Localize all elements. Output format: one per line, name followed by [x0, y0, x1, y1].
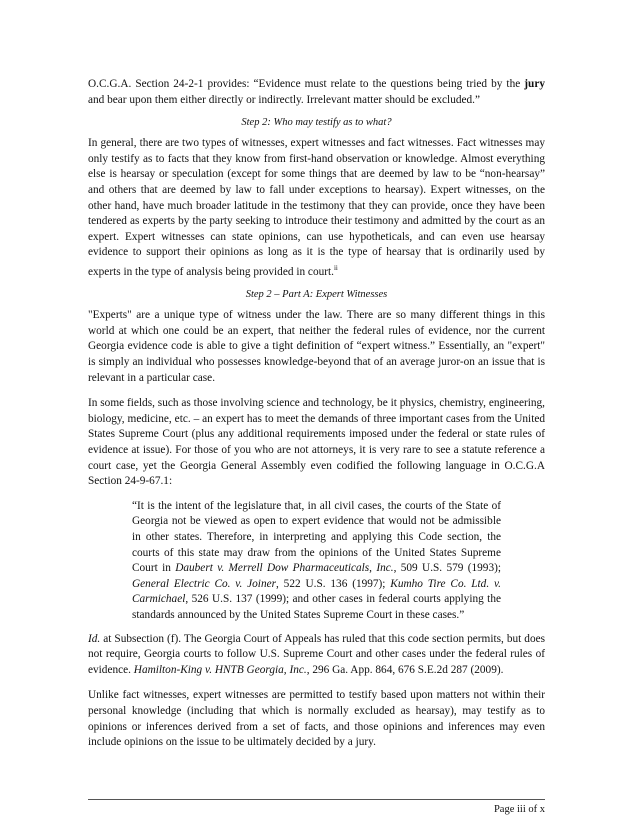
bold-term: jury	[524, 78, 545, 90]
text-run: and bear upon them either directly or indirectly. Irrelevant matter should be excluded.”	[88, 93, 480, 106]
text-run: “It is the intent of the legislature that, in all civil cases, the courts of the State of Georgia not be viewed as open to expert evidence that would not be admissible in other states. Therefore, in interpreting and applying this Code section, the courts of this state may draw from the opinions of the United States Supreme Court in	[132, 499, 501, 575]
paragraph-ocga-24-2-1	[88, 77, 545, 108]
block-quote-statute	[132, 499, 501, 624]
paragraph-expert-testimony: Unlike fact witnesses, expert witnesses are permitted to testify based upon matters not within their personal knowledge (including that which is normally excluded as hearsay), may testify as to opinions or inferences derived from a set of facts, and those opinions and inferences may even include opinions on the issue to be ultimately decided by a jury.	[88, 689, 545, 749]
paragraph-witness-types	[88, 136, 545, 280]
case-citation: Hamilton-King v. HNTB Georgia, Inc.	[133, 663, 307, 676]
text-run: , 296 Ga. App. 864, 676 S.E.2d 287 (2009).	[306, 663, 504, 676]
paragraph-id-subsection	[88, 632, 545, 679]
citation-id: Id.	[88, 632, 101, 645]
case-citation: General Electric Co. v. Joiner	[132, 577, 277, 590]
text-run: O.C.G.A. Section 24-2-1 provides: “Evidence must relate to the questions being tried by the	[88, 78, 525, 90]
document-body	[88, 77, 545, 751]
footnote-marker: ii	[333, 263, 338, 272]
text-run: at Subsection (f). The Georgia Court of Appeals has ruled that this code section permits, but does not require, Georgia courts to follow U.S. Supreme Court and other cases under the federal rules of evidence.	[88, 632, 545, 676]
case-citation: Daubert v. Merrell Dow Pharmaceuticals, Inc.	[175, 562, 394, 575]
page-footer	[88, 799, 545, 815]
text-run: , 522 U.S. 136 (1997);	[276, 577, 391, 590]
text-run: , 509 U.S. 579 (1993);	[393, 562, 501, 575]
section-heading-step-2: Step 2: Who may testify as to what?	[241, 117, 392, 129]
case-citation: Kumho Tire Co. Ltd. v. Carmichael	[132, 577, 501, 606]
section-heading-step-2a: Step 2 – Part A: Expert Witnesses	[245, 289, 388, 301]
page-number: Page iii of x	[493, 804, 545, 815]
text-run: In general, there are two types of witnesses, expert witnesses and fact witnesses. Fact witnesses may only testify as to facts that they know from first-hand observation or knowledge. Almost everything else is hearsay or speculation (except for some things that are deemed by law to be “non-hearsay” and others that are deemed by law to fall under exceptions to hearsay). Expert witnesses, on the other hand, have much broader latitude in the testimony that they can provide, once they have been tendered as experts by the party seeking to introduce their testimony and admitted by the court as an expert. Expert witnesses can state opinions, can use hypotheticals, and can even use hearsay evidence to support their opinions as long as it is the type of hearsay that is ordinarily used by experts in the type of analysis being provided in court.	[88, 137, 545, 278]
text-run: , 526 U.S. 137 (1999); and other cases in federal courts applying the standards announced by the United States Supreme Court in these cases.”	[132, 593, 501, 621]
paragraph-experts-definition: "Experts" are a unique type of witness under the law. There are so many different things in this world at which one could be an expert, that neither the federal rules of evidence, nor the current Georgia evidence code is able to give a tight definition of “expert witness.” Essentially, an "expert" is simply an individual who possesses knowledge-beyond that of an average juror-on an issue that is relevant in a particular case.	[88, 309, 545, 384]
paragraph-science-technology: In some fields, such as those involving science and technology, be it physics, chemistry, engineering, biology, medicine, etc. – an expert has to meet the demands of three important cases from the United States Supreme Court (plus any additional requirements imposed under the federal or state rules of evidence at issue). For those of you who are not attorneys, it is very rare to see a statute reference a court case, yet the Georgia General Assembly even codified the following language in O.C.G.A Section 24-9-67.1:	[88, 397, 545, 488]
